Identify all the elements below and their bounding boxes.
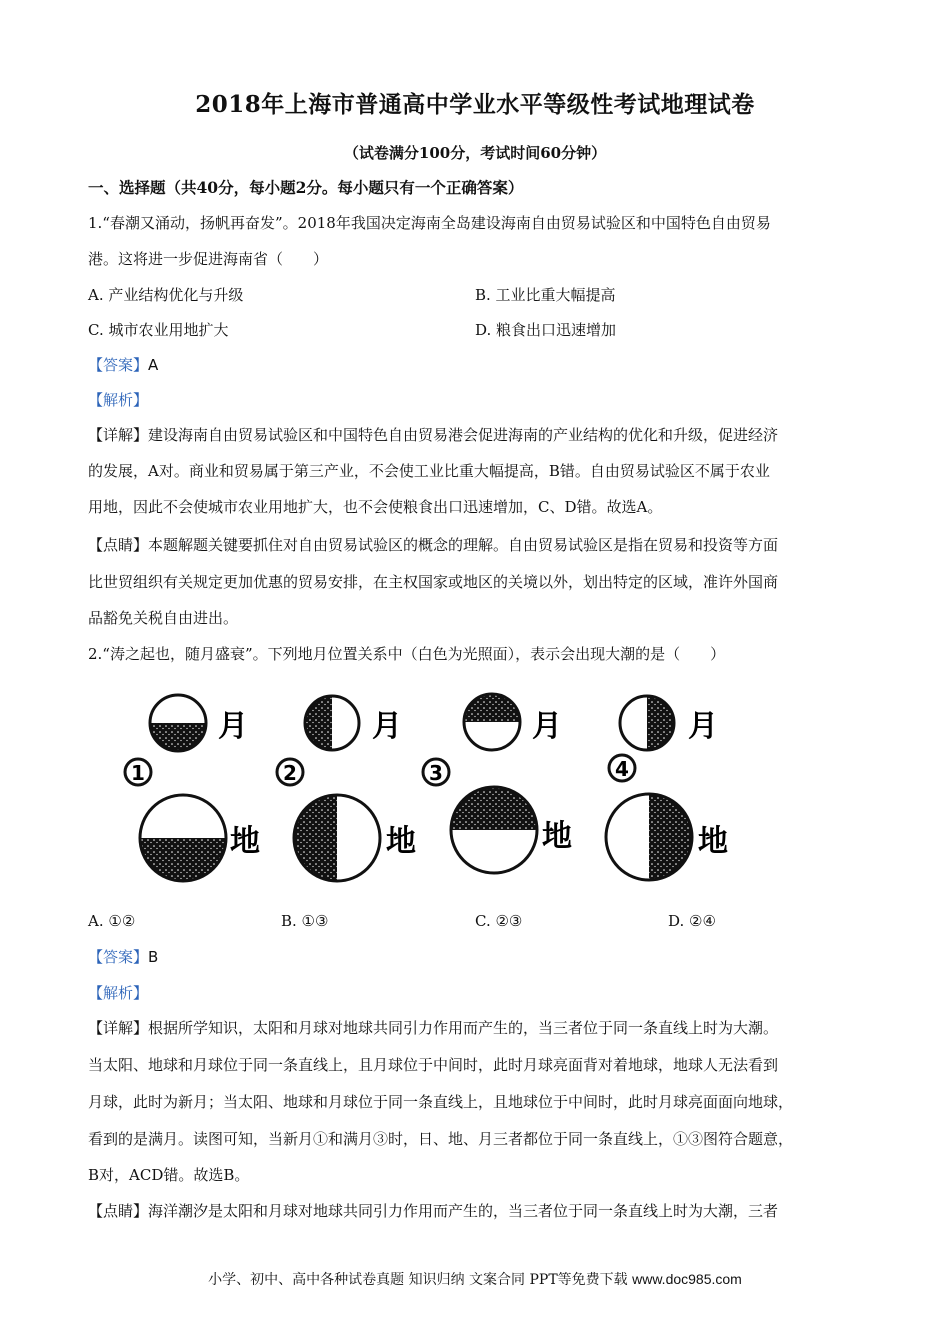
q2-option-c: C. ②③ [475, 912, 523, 930]
q1-option-b: B. 工业比重大幅提高 [475, 286, 616, 304]
earth-label: 地 [230, 824, 260, 859]
comment-text: 海洋潮汐是太阳和月球对地球共同引力作用而产生的，当三者位于同一条直线上时为大潮，三者 [148, 1202, 779, 1220]
moon-label: 月 [532, 709, 562, 744]
answer-label: 【答案】 [88, 948, 149, 966]
section-heading: 一、选择题（共40分，每小题2分。每小题只有一个正确答案） [88, 178, 524, 197]
q2-option-d: D. ②④ [668, 912, 716, 930]
panel-4 [606, 696, 728, 880]
comment-text: 本题解题关键要抓住对自由贸易试验区的概念的理解。自由贸易试验区是指在贸易和投资等方面 [148, 536, 779, 554]
moon-dark-half [464, 694, 520, 722]
comment-label: 【点睛】 [88, 1202, 149, 1220]
panel-2 [277, 696, 416, 881]
detail-text: 建设海南自由贸易试验区和中国特色自由贸易港会促进海南的产业结构的优化和升级，促进经济 [148, 426, 779, 444]
panel-1 [125, 695, 260, 881]
earth-label: 地 [698, 824, 728, 859]
q2-comment-line1 [88, 1200, 778, 1221]
q1-stem-line1: 1.“春潮又涌动，扬帆再奋发”。2018年我国决定海南全岛建设海南自由贸易试验区和中国特色自由贸易 [88, 214, 771, 232]
q2-detail-line4: 看到的是满月。读图可知，当新月①和满月③时，日、地、月三者都位于同一条直线上，①③图符合题意， [88, 1130, 794, 1148]
q1-option-a: A. 产业结构优化与升级 [88, 286, 244, 304]
moon-label: 月 [688, 709, 718, 744]
answer-value: B [148, 948, 159, 966]
q1-comment-line1 [88, 534, 778, 555]
svg-text:3: 3 [429, 761, 443, 785]
q1-option-c: C. 城市农业用地扩大 [88, 321, 229, 339]
q1-comment-line2: 比世贸组织有关规定更加优惠的贸易安排，在主权国家或地区的关境以外，划出特定的区域，准许外国商 [88, 573, 779, 591]
moon-dark-half [150, 723, 206, 751]
earth-label: 地 [542, 819, 572, 854]
moon-dark-half [305, 696, 332, 750]
earth-dark-half [294, 795, 337, 881]
q2-detail-line2: 当太阳、地球和月球位于同一条直线上，且月球位于中间时，此时月球亮面背对着地球，地球人无法看到 [88, 1056, 779, 1074]
svg-text:2: 2 [283, 761, 297, 785]
q1-detail-line2: 的发展，A对。商业和贸易属于第三产业，不会使工业比重大幅提高，B错。自由贸易试验区不属于农业 [88, 462, 770, 480]
svg-text:1: 1 [131, 761, 145, 785]
earth-label: 地 [386, 824, 416, 859]
answer-value: A [148, 356, 159, 374]
earth-dark-half [140, 838, 226, 881]
page-title: 2018年上海市普通高中学业水平等级性考试地理试卷 [195, 91, 755, 118]
q2-detail-line5: B对，ACD错。故选B。 [88, 1166, 250, 1184]
q2-answer [88, 946, 158, 967]
q2-analysis-label: 【解析】 [88, 984, 149, 1002]
q1-detail-line1 [88, 424, 778, 445]
page-footer [0, 1269, 950, 1289]
detail-text: 根据所学知识，太阳和月球对地球共同引力作用而产生的，当三者位于同一条直线上时为大潮。 [148, 1019, 779, 1037]
q2-option-b: B. ①③ [281, 912, 329, 930]
q2-stem: 2.“涛之起也，随月盛衰”。下列地月位置关系中（白色为光照面），表示会出现大潮的是（ ） [88, 645, 726, 663]
q2-detail-line1 [88, 1017, 778, 1038]
earth-dark-half [649, 794, 692, 880]
q1-analysis-label: 【解析】 [88, 391, 149, 409]
q1-option-d: D. 粮食出口迅速增加 [475, 321, 617, 339]
q1-answer [88, 354, 158, 375]
q2-detail-line3: 月球，此时为新月；当太阳、地球和月球位于同一条直线上，且地球位于中间时，此时月球亮面面向地球， [88, 1093, 794, 1111]
svg-text:4: 4 [615, 757, 629, 781]
page-subtitle: （试卷满分100分，考试时间60分钟） [343, 144, 607, 162]
answer-label: 【答案】 [88, 356, 149, 374]
footer-link[interactable]: www.doc985.com [632, 1271, 742, 1287]
moon-label: 月 [218, 709, 248, 744]
earth-moon-position-figure [110, 688, 750, 893]
moon-label: 月 [372, 709, 402, 744]
q2-option-a: A. ①② [88, 912, 136, 930]
comment-label: 【点睛】 [88, 536, 149, 554]
moon-dark-half [647, 696, 674, 750]
earth-dark-half [451, 787, 537, 830]
footer-text: 小学、初中、高中各种试卷真题 知识归纳 文案合同 PPT等免费下载 [208, 1272, 633, 1288]
detail-label: 【详解】 [88, 426, 149, 444]
detail-label: 【详解】 [88, 1019, 149, 1037]
panel-3 [423, 694, 572, 873]
q1-comment-line3: 品豁免关税自由进出。 [88, 609, 239, 627]
q1-stem-line2: 港。这将进一步促进海南省（ ） [88, 250, 329, 268]
q1-detail-line3: 用地，因此不会使城市农业用地扩大，也不会使粮食出口迅速增加，C、D错。故选A。 [88, 498, 663, 516]
